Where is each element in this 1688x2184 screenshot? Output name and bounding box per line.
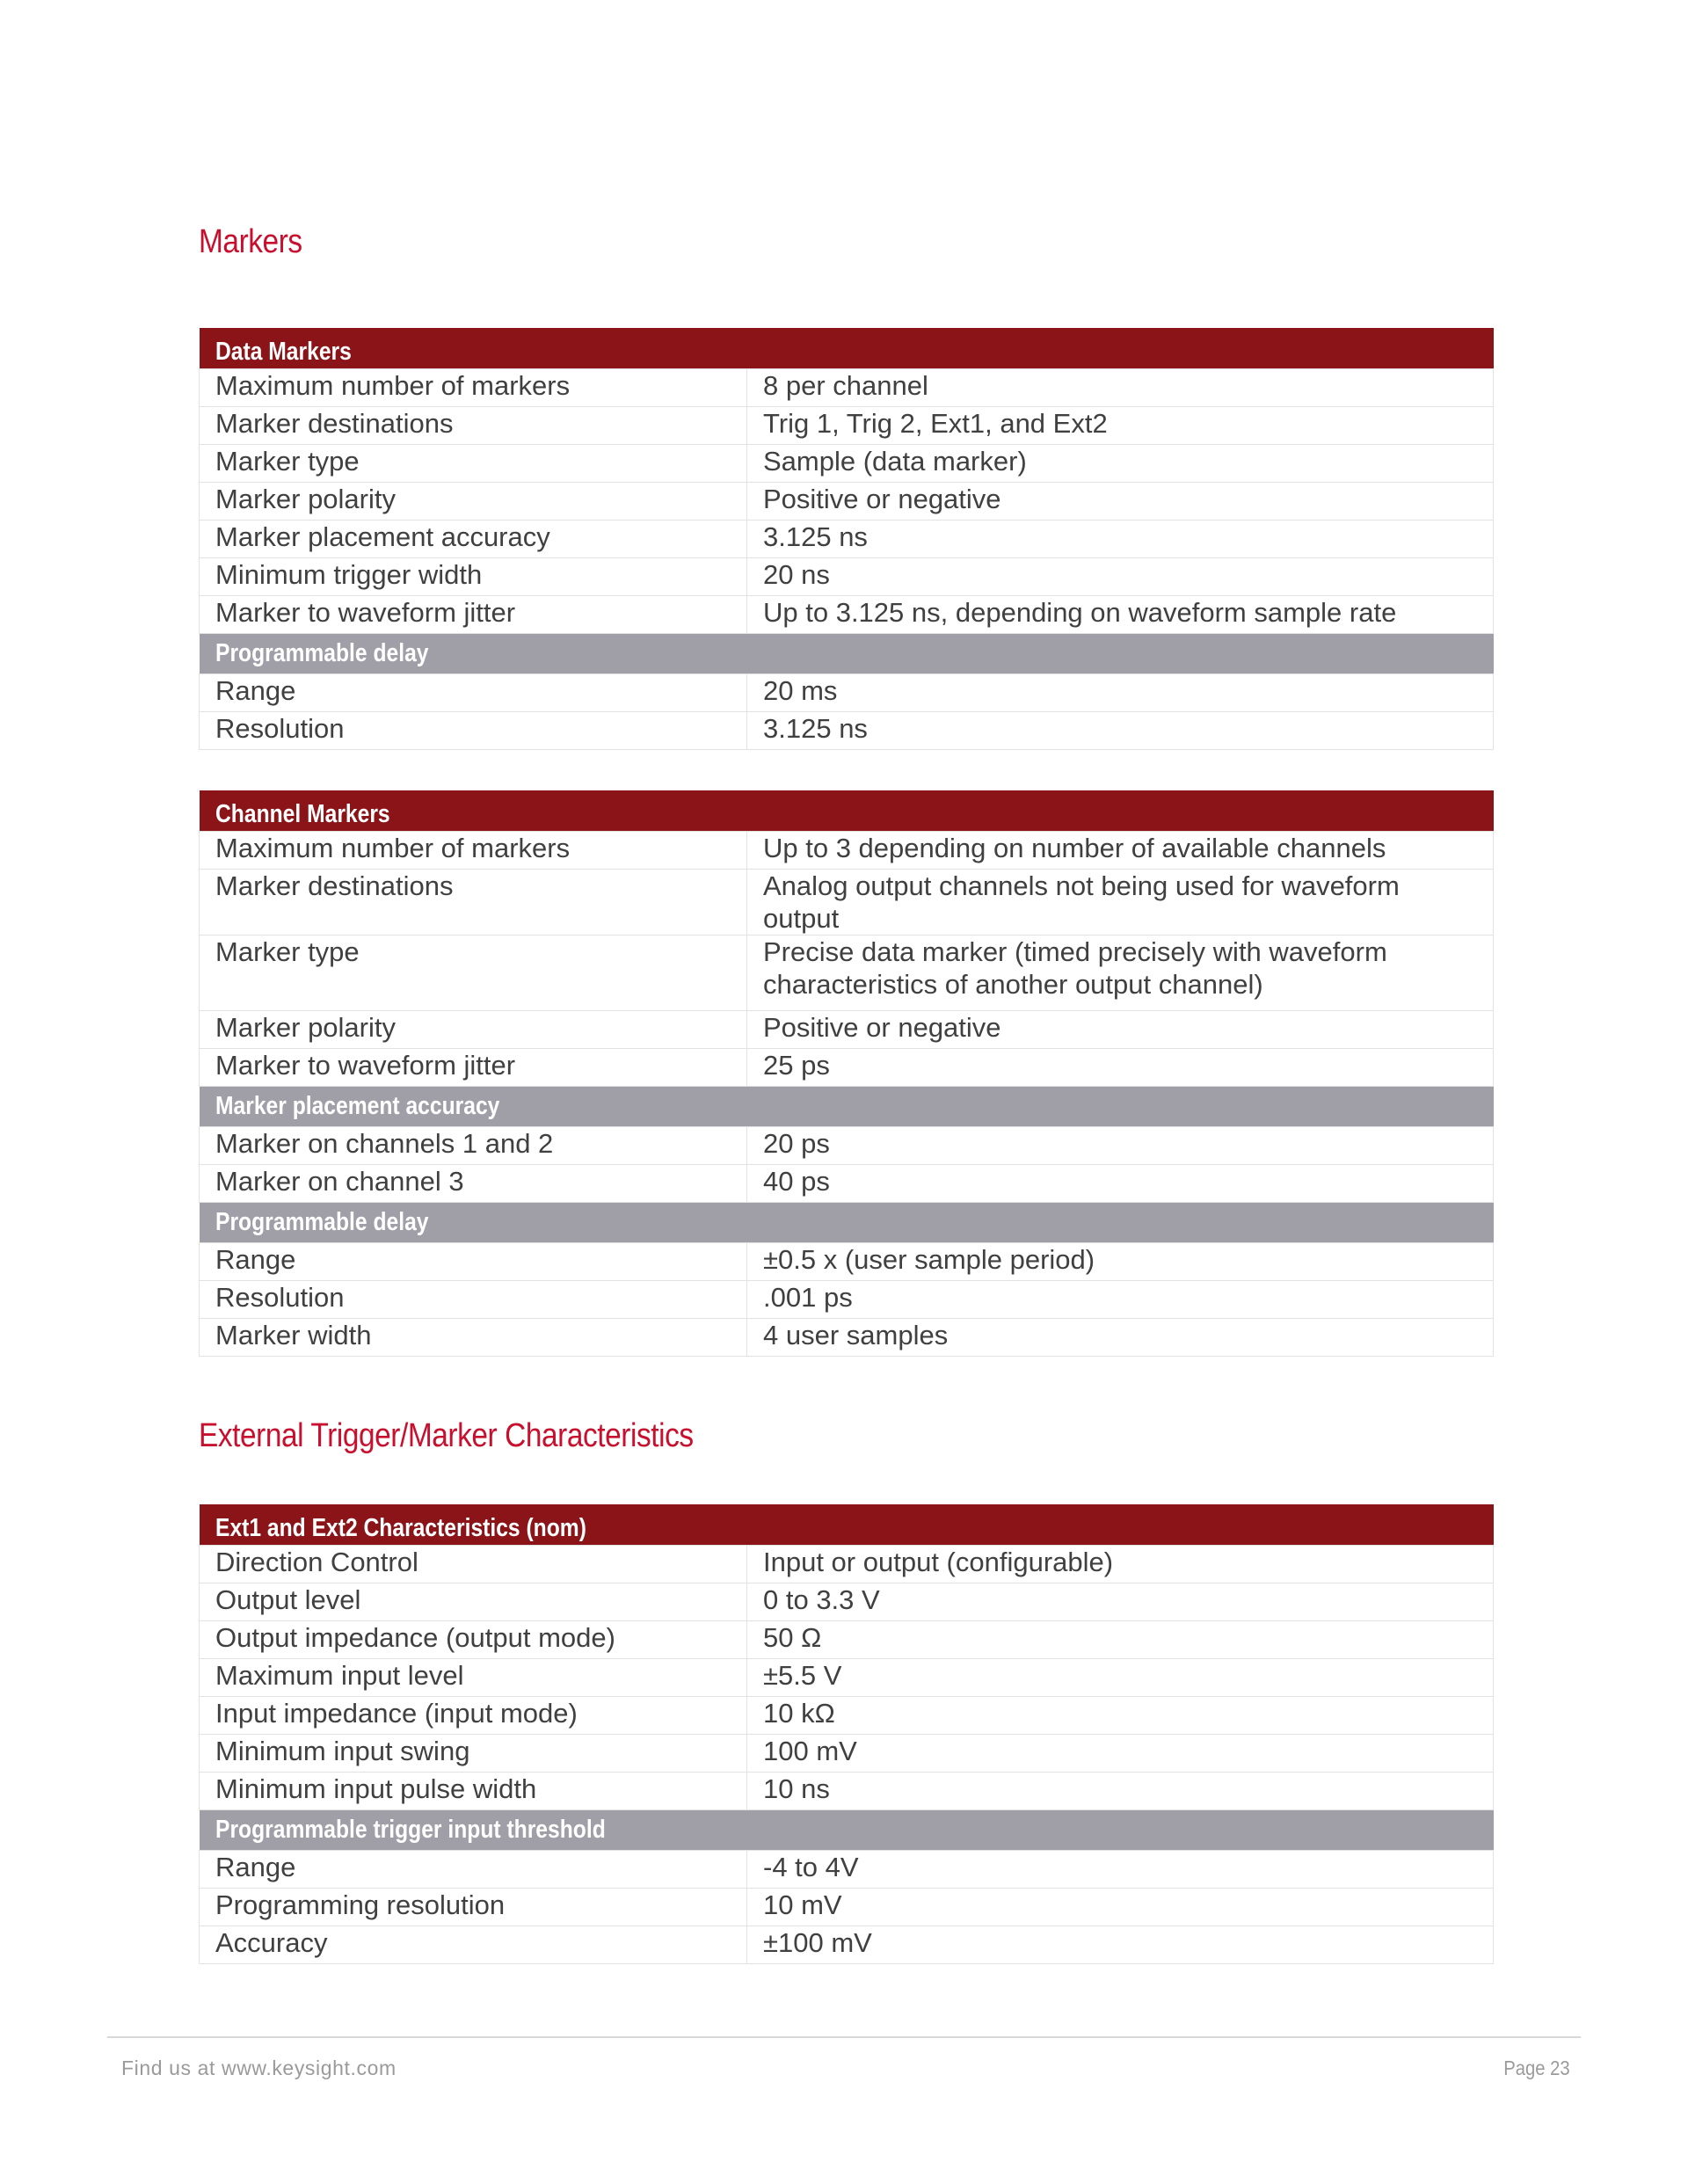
footer-website: Find us at www.keysight.com (121, 2057, 397, 2079)
table-row (200, 445, 1494, 483)
spec-label: Marker placement accuracy (200, 521, 747, 558)
table-row (200, 369, 1494, 407)
spec-value: ±5.5 V (747, 1659, 1494, 1697)
spec-label: Marker to waveform jitter (200, 596, 747, 634)
spec-value: 40 ps (747, 1165, 1494, 1203)
table-row (200, 1735, 1494, 1773)
spec-label: Range (200, 674, 747, 712)
table-row (200, 1773, 1494, 1810)
spec-label: Accuracy (200, 1926, 747, 1964)
spec-label: Resolution (200, 712, 747, 750)
table-subheader: Programmable trigger input threshold (200, 1810, 1494, 1851)
spec-value: Precise data marker (timed precisely with waveform characteristics of another output channel) (747, 935, 1494, 1011)
spec-value: 20 ms (747, 674, 1494, 712)
spec-label: Minimum trigger width (200, 558, 747, 596)
page-number: Page 23 (1503, 2057, 1570, 2079)
table-header: Data Markers (200, 328, 1494, 369)
spec-label: Input impedance (input mode) (200, 1697, 747, 1735)
table-row (200, 483, 1494, 521)
spec-value: Positive or negative (747, 1011, 1494, 1049)
spec-value: 20 ps (747, 1127, 1494, 1165)
table-header: Channel Markers (200, 790, 1494, 832)
table-header: Ext1 and Ext2 Characteristics (nom) (200, 1504, 1494, 1546)
section-title-markers: Markers (199, 223, 302, 260)
spec-value: -4 to 4V (747, 1851, 1494, 1889)
spec-label: Resolution (200, 1281, 747, 1319)
table-row (200, 674, 1494, 712)
spec-label: Marker on channels 1 and 2 (200, 1127, 747, 1165)
table-row (200, 1851, 1494, 1889)
section-title-external-trigger: External Trigger/Marker Characteristics (199, 1417, 694, 1454)
spec-value: 10 ns (747, 1773, 1494, 1810)
spec-label: Marker width (200, 1319, 747, 1357)
data-markers-table (199, 328, 1494, 750)
spec-value: 100 mV (747, 1735, 1494, 1773)
table-row (200, 1243, 1494, 1281)
table-row (200, 1889, 1494, 1926)
table-row (200, 1659, 1494, 1697)
spec-label: Maximum input level (200, 1659, 747, 1697)
spec-value: Up to 3.125 ns, depending on waveform sample rate (747, 596, 1494, 634)
spec-label: Output impedance (output mode) (200, 1621, 747, 1659)
table-row (200, 1049, 1494, 1087)
table-row (200, 1165, 1494, 1203)
spec-label: Maximum number of markers (200, 369, 747, 407)
table-row (200, 1697, 1494, 1735)
table-subheader: Marker placement accuracy (200, 1087, 1494, 1127)
spec-label: Direction Control (200, 1546, 747, 1583)
table-row (200, 407, 1494, 445)
ext-characteristics-table (199, 1504, 1494, 1964)
table-row (200, 1281, 1494, 1319)
spec-value: 25 ps (747, 1049, 1494, 1087)
spec-value: Up to 3 depending on number of available channels (747, 832, 1494, 870)
spec-value: Trig 1, Trig 2, Ext1, and Ext2 (747, 407, 1494, 445)
spec-value: Positive or negative (747, 483, 1494, 521)
spec-value: 50 Ω (747, 1621, 1494, 1659)
spec-value: ±100 mV (747, 1926, 1494, 1964)
table-row (200, 712, 1494, 750)
table-row (200, 1583, 1494, 1621)
spec-label: Marker polarity (200, 483, 747, 521)
channel-markers-table (199, 790, 1494, 1357)
spec-label: Marker to waveform jitter (200, 1049, 747, 1087)
spec-label: Minimum input pulse width (200, 1773, 747, 1810)
spec-label: Marker on channel 3 (200, 1165, 747, 1203)
table-subheader: Programmable delay (200, 634, 1494, 674)
spec-label: Marker type (200, 935, 747, 1011)
table-row (200, 596, 1494, 634)
table-row (200, 935, 1494, 1011)
spec-label: Output level (200, 1583, 747, 1621)
spec-label: Programming resolution (200, 1889, 747, 1926)
table-row (200, 832, 1494, 870)
footer-divider (107, 2036, 1581, 2038)
spec-value: 10 mV (747, 1889, 1494, 1926)
spec-label: Marker type (200, 445, 747, 483)
table-row (200, 1011, 1494, 1049)
spec-label: Marker polarity (200, 1011, 747, 1049)
spec-value: 3.125 ns (747, 712, 1494, 750)
table-row (200, 1926, 1494, 1964)
spec-label: Marker destinations (200, 870, 747, 935)
table-row (200, 1319, 1494, 1357)
table-row (200, 558, 1494, 596)
spec-label: Minimum input swing (200, 1735, 747, 1773)
spec-value: 20 ns (747, 558, 1494, 596)
spec-value: 4 user samples (747, 1319, 1494, 1357)
spec-value: ±0.5 x (user sample period) (747, 1243, 1494, 1281)
spec-value: .001 ps (747, 1281, 1494, 1319)
spec-value: 0 to 3.3 V (747, 1583, 1494, 1621)
spec-value: 8 per channel (747, 369, 1494, 407)
table-row (200, 1546, 1494, 1583)
spec-value: 3.125 ns (747, 521, 1494, 558)
spec-value: Analog output channels not being used for waveform output (747, 870, 1494, 935)
spec-label: Maximum number of markers (200, 832, 747, 870)
table-row (200, 521, 1494, 558)
spec-label: Range (200, 1851, 747, 1889)
table-subheader: Programmable delay (200, 1203, 1494, 1243)
spec-value: Input or output (configurable) (747, 1546, 1494, 1583)
table-row (200, 1621, 1494, 1659)
spec-value: Sample (data marker) (747, 445, 1494, 483)
table-row (200, 870, 1494, 935)
spec-label: Marker destinations (200, 407, 747, 445)
spec-label: Range (200, 1243, 747, 1281)
spec-value: 10 kΩ (747, 1697, 1494, 1735)
table-row (200, 1127, 1494, 1165)
